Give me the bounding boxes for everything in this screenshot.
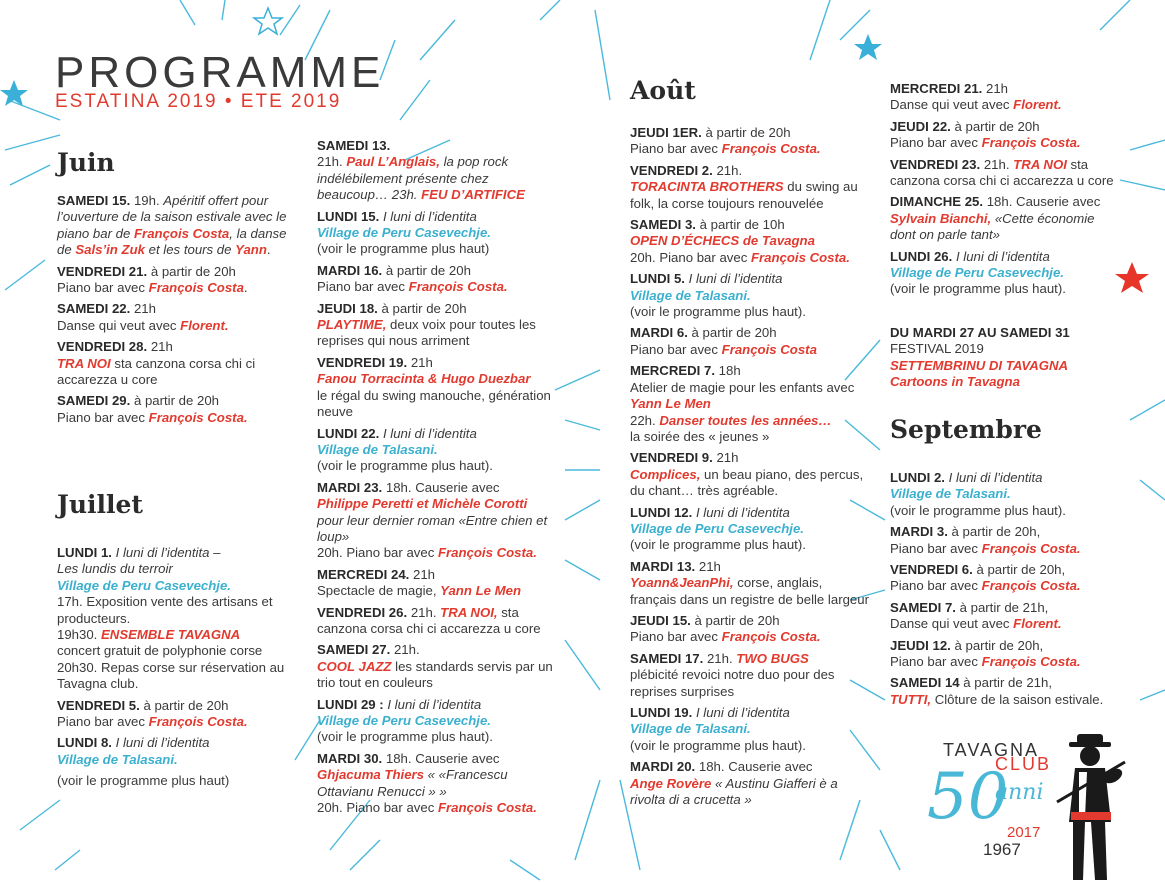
event-highlight: de Tavagna — [742, 233, 815, 249]
event-highlight: Fanou Torracinta & Hugo Duezbar — [317, 371, 531, 387]
event-highlight: TRA NOI, — [440, 604, 498, 620]
event-highlight: SETTEMBRINU DI TAVAGNA — [890, 357, 1069, 373]
event-text: 21h — [407, 354, 433, 370]
event-highlight: PLAYTIME, — [317, 317, 387, 333]
event-item — [630, 163, 870, 212]
event-text: Piano bar avec — [57, 280, 149, 296]
event-text: 21h — [147, 339, 173, 355]
event-text: (voir le programme plus haut). — [317, 458, 493, 474]
event-highlight: TUTTI, — [890, 691, 932, 707]
event-item — [57, 545, 297, 693]
event-date: VENDREDI 9. — [630, 450, 713, 466]
event-text: Piano bar avec — [57, 409, 149, 425]
event-date: MARDI 6. — [630, 325, 688, 341]
event-italic-text: « Austinu Giafferi è a rivolta di a crucetta » — [630, 775, 838, 808]
logo-line1: TAVAGNA — [943, 740, 1040, 760]
event-italic-text: I luni di l’identita — [382, 425, 477, 441]
event-text: 21h. — [712, 162, 743, 178]
event-text: Piano bar avec — [890, 578, 982, 594]
event-highlight: Complices, — [630, 466, 701, 482]
event-text: à partir de 20h — [690, 612, 780, 628]
star-outline-icon — [254, 8, 282, 34]
event-text: (voir le programme plus haut). — [890, 281, 1066, 297]
event-item — [57, 339, 297, 388]
logo-number: 50 — [927, 760, 1009, 834]
page-subtitle: ESTATINA 2019 • ETE 2019 — [55, 91, 342, 112]
event-date: VENDREDI 5. — [57, 697, 140, 713]
event-highlight: François Costa. — [721, 629, 821, 645]
event-highlight: Sals’in Zuk — [75, 242, 145, 258]
event-highlight: COOL JAZZ — [317, 658, 392, 674]
event-text: Danse qui veut avec — [57, 317, 181, 333]
events-juin — [57, 193, 297, 431]
event-highlight: François Costa. — [750, 249, 850, 265]
event-highlight: Ghjacuma Thiers — [317, 767, 425, 783]
event-date: DIMANCHE 25. — [890, 194, 984, 210]
event-text: 19h30. — [57, 627, 101, 643]
event-text: Piano bar avec — [317, 279, 409, 295]
event-text: 18h. Causerie avec — [983, 194, 1101, 210]
event-text: (voir le programme plus haut) — [317, 241, 490, 257]
event-highlight: François Costa. — [148, 409, 248, 425]
event-text: 21h — [982, 81, 1009, 96]
event-village: Village de Talasani. — [317, 441, 438, 457]
event-village: Village de Talasani. — [630, 287, 751, 303]
festival-block — [890, 325, 1122, 396]
event-item — [317, 301, 559, 350]
event-highlight: Florent. — [180, 317, 229, 333]
event-date: LUNDI 8. — [57, 735, 112, 751]
event-text: la soirée des « jeunes » — [630, 428, 770, 444]
event-text: à partir de 20h — [139, 697, 229, 713]
event-highlight: Paul L’Anglais, — [346, 154, 440, 170]
event-item — [890, 249, 1122, 298]
event-date: JEUDI 22. — [890, 118, 951, 134]
event-item — [630, 125, 870, 158]
month-heading-juillet: Juillet — [57, 490, 143, 519]
event-text: Piano bar avec — [630, 141, 722, 157]
event-text: Piano bar avec — [890, 540, 982, 556]
event-text: 20h. Piano bar avec — [317, 800, 438, 816]
event-item — [630, 271, 870, 320]
event-highlight: TRA NOI — [57, 355, 111, 371]
event-text: à partir de 20h — [701, 125, 791, 140]
event-date: VENDREDI 26. — [317, 604, 408, 620]
event-highlight: François Costa — [148, 280, 244, 296]
month-heading-aout: Août — [630, 76, 696, 105]
event-text: 18h — [715, 363, 741, 379]
event-highlight: François Costa. — [981, 135, 1081, 151]
event-text: 21h. — [317, 154, 347, 170]
event-village: Village de Talasani. — [630, 721, 751, 737]
event-date: LUNDI 29 : — [317, 696, 384, 712]
event-text: 22h. — [630, 412, 660, 428]
event-item — [630, 217, 870, 266]
event-date: JEUDI 1ER. — [630, 125, 702, 140]
event-date: LUNDI 26. — [890, 248, 953, 264]
event-italic-text: I luni di l’identita — [688, 271, 783, 287]
event-text: Danse qui veut avec — [890, 97, 1014, 113]
event-item — [57, 393, 297, 426]
event-text: à partir de 20h, — [947, 524, 1041, 540]
event-italic-text: Apéritif offert pour l’ouverture de la saison estivale avec le piano bar de — [57, 193, 287, 241]
logo-anni: anni — [995, 780, 1044, 805]
event-highlight: Yann Le Men — [440, 583, 522, 599]
event-village: Village de Peru Casevechje. — [317, 225, 491, 241]
month-heading-juin: Juin — [57, 148, 115, 177]
event-text: 21h — [712, 450, 739, 466]
event-italic-text: I luni di l’identita — [387, 696, 482, 712]
event-text: 18h. Causerie avec — [695, 759, 813, 775]
event-text: Piano bar avec — [630, 629, 722, 645]
event-italic-text: pour leur dernier roman «Entre chien et loup» — [317, 512, 548, 544]
event-item — [890, 638, 1140, 671]
event-date: VENDREDI 19. — [317, 354, 408, 370]
event-item — [630, 651, 870, 700]
event-italic-text: I luni di l’identita — [695, 705, 790, 720]
event-date: MARDI 20. — [630, 759, 696, 775]
logo-year-end: 2017 — [1007, 824, 1041, 841]
event-italic-text: I luni di l’identita — [955, 248, 1050, 264]
event-highlight: Cartoons in Tavagna — [890, 374, 1020, 390]
event-text: 19h. — [130, 193, 164, 208]
event-text: Spectacle de magie, — [317, 583, 441, 599]
event-highlight: ENSEMBLE TAVAGNA — [101, 627, 241, 643]
event-date: VENDREDI 2. — [630, 162, 713, 178]
event-text: à partir de 20h — [382, 262, 471, 278]
event-date: LUNDI 22. — [317, 425, 380, 441]
event-text: 20h. Piano bar avec — [630, 249, 751, 265]
logo-year-start: 1967 — [983, 840, 1021, 859]
event-item — [317, 209, 559, 258]
event-item — [630, 705, 870, 754]
event-highlight: François Costa. — [437, 800, 537, 816]
event-date: VENDREDI 6. — [890, 562, 973, 578]
event-item — [317, 480, 559, 562]
event-highlight: Ange Rovère — [630, 775, 712, 791]
event-text: (voir le programme plus haut) — [57, 773, 230, 789]
event-italic-text: Les lundis du terroir — [57, 561, 173, 577]
event-highlight: TWO BUGS — [736, 650, 809, 666]
event-italic-text: I luni di l’identita – — [115, 545, 221, 560]
event-item — [890, 325, 1122, 391]
event-date: SAMEDI 3. — [630, 217, 696, 233]
event-text: du swing au folk, la corse toujours renouvelée — [630, 179, 858, 211]
event-date: LUNDI 5. — [630, 271, 685, 287]
event-item — [890, 157, 1122, 190]
event-italic-text: « «Francescu Ottavianu Renucci » » — [317, 767, 508, 799]
event-text: 21h — [409, 566, 436, 582]
event-text: à partir de 10h — [695, 217, 785, 233]
event-text: (voir le programme plus haut). — [890, 502, 1066, 518]
event-date: MERCREDI 21. — [890, 81, 983, 96]
event-text: 17h. Exposition vente des artisans et producteurs. — [57, 594, 273, 626]
events-aout — [630, 125, 870, 813]
events-juillet-part1 — [57, 545, 297, 795]
event-text: plébicité revoici notre duo pour des reprises surprises — [630, 667, 835, 699]
event-date: MARDI 3. — [890, 524, 948, 540]
event-text: (voir le programme plus haut). — [630, 737, 806, 753]
event-item — [57, 773, 297, 789]
event-text: 20h30. Repas corse sur réservation au Tavagna club. — [57, 659, 285, 692]
event-highlight: François Costa. — [437, 545, 537, 561]
event-item — [317, 426, 559, 475]
event-text: un beau piano, des percus, du chant… très agréable. — [630, 466, 864, 499]
event-text: 18h. Causerie avec — [382, 750, 500, 766]
event-text: 20h. Piano bar avec — [317, 545, 438, 561]
event-highlight: François Costa. — [148, 714, 248, 730]
event-highlight: TRA NOI — [1013, 156, 1067, 172]
event-highlight: FEU D’ARTIFICE — [421, 187, 525, 203]
event-text: à partir de 20h — [377, 300, 467, 316]
event-date: SAMEDI 29. — [57, 393, 131, 409]
event-highlight: Sylvain Bianchi, — [890, 210, 992, 226]
event-highlight: François Costa. — [408, 279, 508, 295]
event-item — [57, 301, 297, 334]
event-text: Piano bar avec — [630, 341, 722, 357]
event-text: 21h. — [703, 650, 737, 666]
event-text: 21h. — [390, 642, 420, 658]
event-text: Danse qui veut avec — [890, 616, 1014, 632]
page-title: PROGRAMME — [55, 48, 385, 97]
event-italic-text: I luni di l’identita — [115, 735, 210, 751]
event-text: à partir de 20h, — [972, 562, 1066, 578]
event-item — [317, 697, 559, 746]
event-item — [890, 194, 1122, 243]
event-item — [57, 698, 297, 731]
event-text: Piano bar avec — [890, 135, 982, 151]
events-juillet-part2 — [317, 138, 559, 821]
event-date: LUNDI 1. — [57, 545, 112, 560]
event-date: SAMEDI 14 — [890, 675, 960, 691]
event-text: 21h — [695, 558, 721, 574]
event-text: . — [243, 280, 248, 296]
event-date: SAMEDI 13. — [317, 138, 391, 153]
event-text: Piano bar avec — [890, 654, 982, 670]
event-item — [890, 524, 1140, 557]
event-text: 21h — [130, 301, 156, 317]
event-text: les standards servis par un trio tout en couleurs — [317, 658, 553, 691]
event-item — [890, 600, 1140, 633]
event-highlight: Florent. — [1013, 616, 1062, 632]
event-item — [57, 735, 297, 768]
event-item — [630, 450, 870, 499]
event-highlight: François Costa. — [721, 141, 821, 157]
event-date: VENDREDI 28. — [57, 339, 148, 355]
event-date: MERCREDI 24. — [317, 566, 410, 582]
event-village: Village de Peru Casevechje. — [317, 713, 491, 728]
event-highlight: François Costa. — [981, 654, 1081, 670]
events-septembre — [890, 470, 1140, 713]
event-text: à partir de 20h — [147, 263, 236, 279]
event-village: Village de Talasani. — [57, 751, 178, 767]
event-date: VENDREDI 21. — [57, 263, 148, 279]
event-village: Village de Peru Casevechje. — [630, 520, 804, 536]
event-date: MERCREDI 7. — [630, 363, 715, 379]
event-text: 21h. — [980, 156, 1014, 172]
event-item — [890, 562, 1140, 595]
event-italic-text: «Cette économie dont on parle tant» — [890, 210, 1095, 243]
event-text: à partir de 21h, — [959, 675, 1052, 691]
event-date: MARDI 16. — [317, 262, 383, 278]
event-text: corse, anglais, français dans un registre de belle largeur — [630, 575, 869, 607]
event-text: FESTIVAL 2019 — [890, 341, 984, 357]
event-highlight: Yoann&JeanPhi, — [630, 575, 734, 591]
event-item — [317, 138, 559, 204]
event-text: (voir le programme plus haut). — [630, 537, 806, 553]
event-village: Village de Peru Casevechje. — [890, 265, 1064, 281]
event-text: à partir de 20h — [130, 393, 220, 409]
event-text: Clôture de la saison estivale. — [931, 691, 1104, 707]
event-item — [317, 751, 559, 817]
event-italic-text: la pop rock indélébilement présente chez beaucoup… 23h. — [317, 154, 509, 203]
event-text: sta canzona corsa chi ci accarezza u core — [890, 156, 1114, 189]
event-item — [630, 613, 870, 646]
event-date: SAMEDI 27. — [317, 642, 391, 658]
event-item — [630, 325, 870, 358]
event-item — [317, 567, 559, 600]
event-item — [317, 355, 559, 421]
event-text: sta canzona corsa chi ci accarezza u core — [317, 604, 541, 636]
event-italic-text: et les tours de — [144, 242, 236, 258]
event-text: concert gratuit de polyphonie corse — [57, 643, 263, 659]
event-highlight: François Costa — [134, 225, 230, 241]
event-item — [57, 264, 297, 297]
event-text: à partir de 20h — [950, 118, 1040, 134]
month-heading-septembre: Septembre — [890, 415, 1042, 444]
event-date: LUNDI 2. — [890, 470, 945, 485]
event-date: SAMEDI 15. — [57, 193, 131, 208]
tavagna-club-logo — [925, 732, 1155, 882]
event-date: JEUDI 15. — [630, 612, 691, 628]
event-text: à partir de 20h — [687, 325, 777, 341]
event-text: 18h. Causerie avec — [382, 479, 500, 495]
event-text: Atelier de magie pour les enfants avec — [630, 379, 855, 395]
event-highlight: OPEN D’ÉCHECS — [630, 233, 740, 249]
event-item — [890, 81, 1122, 114]
event-date: VENDREDI 23. — [890, 156, 981, 172]
event-item — [630, 363, 870, 445]
event-highlight: Yann Le Men — [630, 396, 711, 412]
event-date: LUNDI 15. — [317, 208, 380, 224]
event-date: SAMEDI 17. — [630, 650, 704, 666]
violinist-icon — [1055, 732, 1135, 882]
event-item — [57, 193, 297, 259]
event-item — [317, 642, 559, 691]
event-highlight: Yann — [235, 242, 267, 258]
event-text: à partir de 21h, — [955, 599, 1049, 615]
event-highlight: Florent. — [1013, 97, 1062, 113]
event-text: le régal du swing manouche, génération neuve — [317, 387, 551, 420]
event-item — [890, 675, 1140, 708]
event-highlight: François Costa. — [981, 540, 1081, 556]
event-text: Piano bar avec — [57, 714, 149, 730]
event-date: SAMEDI 22. — [57, 301, 131, 317]
event-item — [630, 505, 870, 554]
event-item — [317, 263, 559, 296]
event-highlight: François Costa. — [981, 578, 1081, 594]
event-text: à partir de 20h, — [950, 637, 1044, 653]
event-italic-text: I luni di l’identita — [695, 504, 790, 520]
events-aout-part2 — [890, 81, 1122, 303]
event-village: Village de Peru Casevechje. — [57, 577, 231, 593]
event-text: . — [266, 242, 271, 258]
event-text: deux voix pour toutes les reprises qui nous arriment — [317, 317, 536, 349]
logo-line2: CLUB — [995, 754, 1052, 774]
event-village: Village de Talasani. — [890, 486, 1011, 502]
event-item — [890, 119, 1122, 152]
event-highlight: Philippe Peretti et Michèle Corotti — [317, 496, 528, 512]
event-date: MARDI 13. — [630, 558, 696, 574]
event-date: LUNDI 19. — [630, 705, 693, 720]
event-date: JEUDI 18. — [317, 300, 378, 316]
event-date: SAMEDI 7. — [890, 599, 956, 615]
event-text: 21h. — [407, 604, 441, 620]
event-item — [317, 605, 559, 638]
event-highlight: François Costa — [721, 341, 817, 357]
event-date: JEUDI 12. — [890, 637, 951, 653]
event-highlight: TORACINTA BROTHERS — [630, 179, 784, 195]
event-date: MARDI 23. — [317, 479, 383, 495]
event-item — [890, 470, 1140, 519]
event-text: (voir le programme plus haut). — [630, 304, 806, 320]
event-text: (voir le programme plus haut). — [317, 729, 493, 745]
event-italic-text: I luni di l’identita — [382, 208, 477, 224]
event-date: DU MARDI 27 AU SAMEDI 31 — [890, 325, 1070, 340]
event-item — [630, 759, 870, 808]
event-italic-text: , la danse de — [57, 225, 287, 258]
event-italic-text: I luni di l’identita — [948, 470, 1043, 485]
event-date: MARDI 30. — [317, 750, 383, 766]
event-highlight: Danser toutes les années… — [659, 412, 832, 428]
event-item — [630, 559, 870, 608]
event-date: LUNDI 12. — [630, 504, 693, 520]
event-text: sta canzona corsa chi ci accarezza u core — [57, 355, 256, 388]
